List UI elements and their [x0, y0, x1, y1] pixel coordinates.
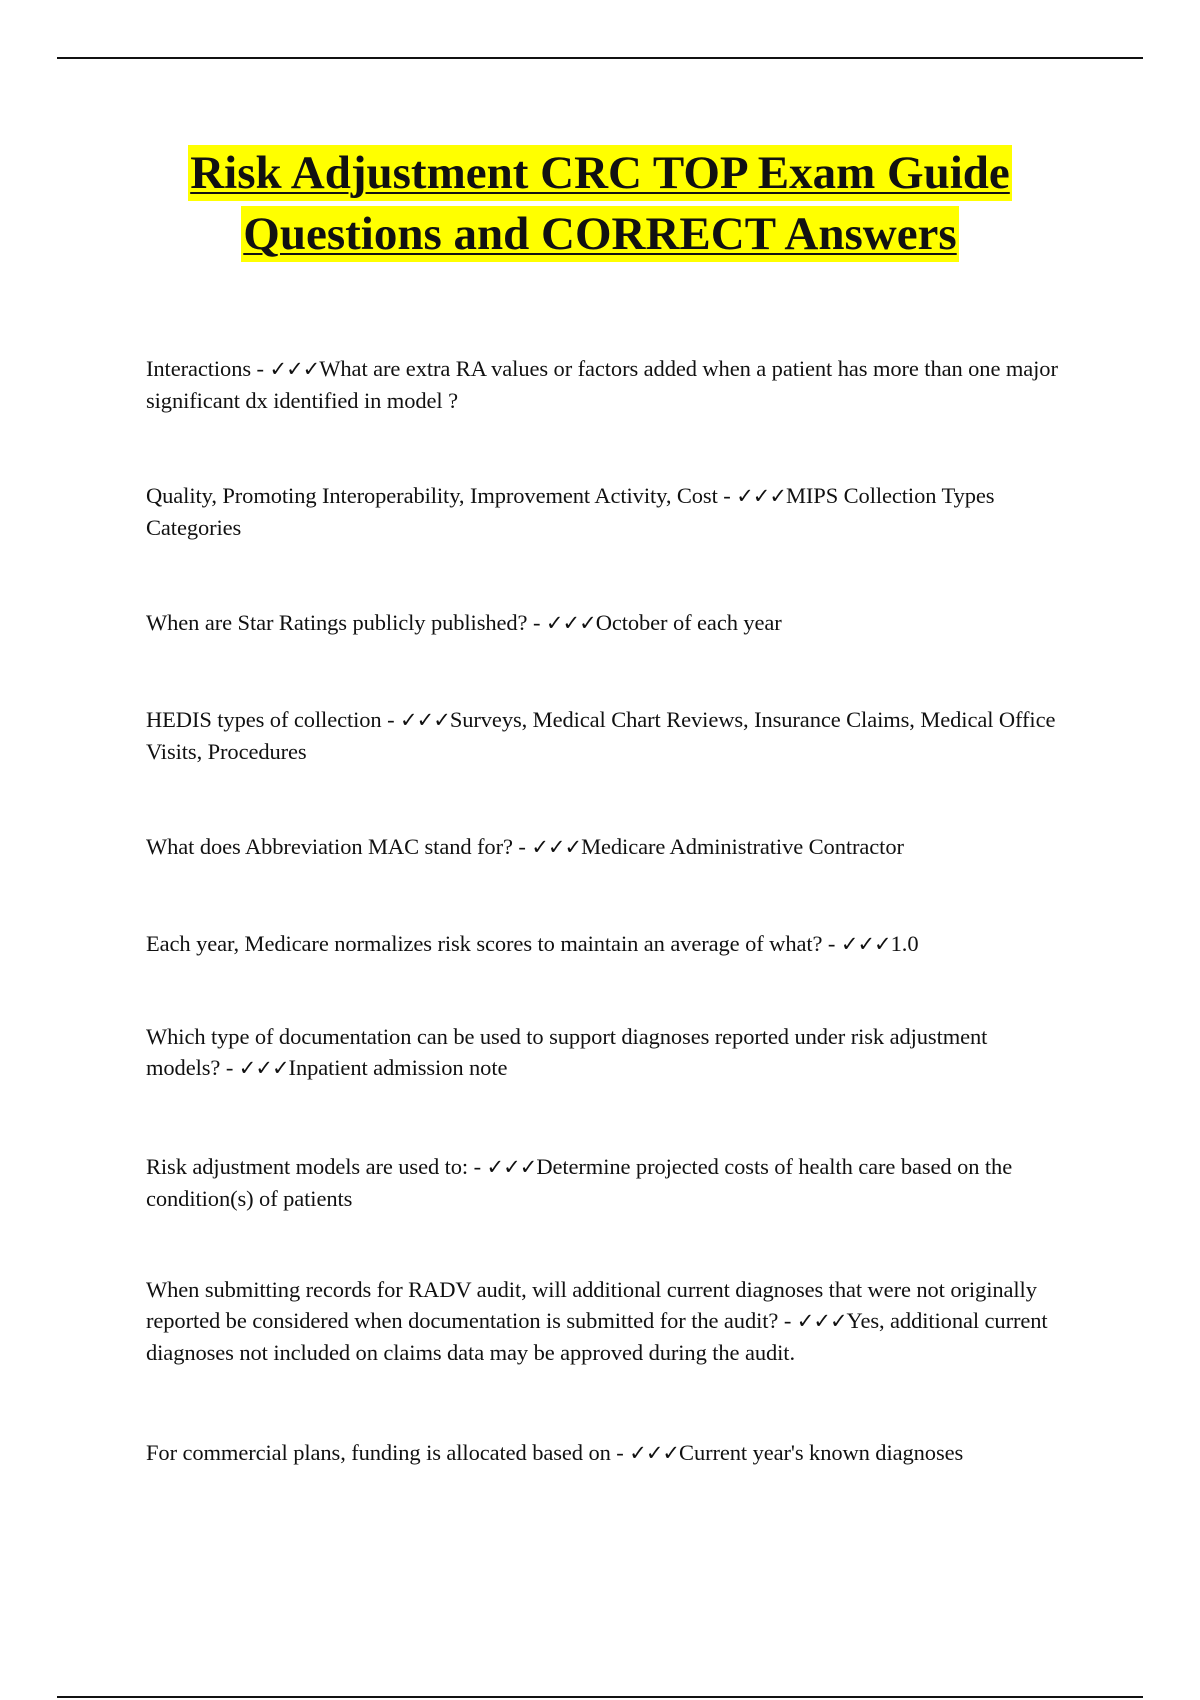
- qa-term: What does Abbreviation MAC stand for?: [146, 833, 513, 859]
- qa-separator: -: [251, 355, 270, 381]
- qa-separator: -: [822, 930, 841, 956]
- qa-term: Interactions: [146, 355, 252, 381]
- check-marks-icon: ✓✓✓: [840, 931, 891, 956]
- qa-answer: October of each year: [595, 609, 782, 635]
- qa-answer: Yes, additional current diagnoses not included on claims data may be approved during the audit.: [146, 1307, 1048, 1365]
- qa-answer: Surveys, Medical Chart Reviews, Insurance Claims, Medical Office Visits, Procedures: [146, 706, 1056, 764]
- qa-item: [146, 928, 1066, 960]
- qa-term: Risk adjustment models are used to:: [146, 1153, 469, 1179]
- qa-answer: 1.0: [890, 930, 919, 956]
- qa-answer: Medicare Administrative Contractor: [581, 833, 904, 859]
- qa-answer: Determine projected costs of health care based on the condition(s) of patients: [146, 1153, 1013, 1211]
- qa-item: [146, 607, 1066, 639]
- check-marks-icon: ✓✓✓: [400, 707, 450, 732]
- qa-term: Which type of documentation can be used to support diagnoses reported under risk adjustment models?: [146, 1023, 988, 1080]
- qa-item: [146, 1437, 1066, 1469]
- qa-item: [146, 353, 1066, 416]
- qa-term: When submitting records for RADV audit, will additional current diagnoses that were not originally reported be considered when documentation is submitted for the audit?: [146, 1276, 1037, 1333]
- check-marks-icon: ✓✓✓: [269, 356, 320, 381]
- qa-answer: What are extra RA values or factors added when a patient has more than one major significant dx identified in model ?: [146, 355, 1058, 413]
- qa-item: [146, 1021, 1066, 1084]
- qa-term: For commercial plans, funding is allocated based on: [146, 1439, 611, 1465]
- check-marks-icon: ✓✓✓: [736, 483, 786, 508]
- qa-item: [146, 1274, 1066, 1368]
- qa-item: [146, 831, 1066, 863]
- check-marks-icon: ✓✓✓: [486, 1154, 537, 1179]
- check-marks-icon: ✓✓✓: [545, 610, 596, 635]
- check-marks-icon: ✓✓✓: [796, 1308, 847, 1333]
- qa-term: HEDIS types of collection: [146, 706, 382, 732]
- qa-answer: Inpatient admission note: [288, 1054, 508, 1080]
- qa-separator: -: [527, 609, 546, 635]
- qa-separator: -: [220, 1054, 239, 1080]
- qa-separator: -: [512, 833, 532, 859]
- title-line-2: Questions and CORRECT Answers: [243, 208, 957, 260]
- qa-term: Quality, Promoting Interoperability, Improvement Activity, Cost: [146, 482, 718, 508]
- check-marks-icon: ✓✓✓: [531, 834, 582, 859]
- qa-term: When are Star Ratings publicly published?: [146, 609, 528, 635]
- qa-separator: -: [717, 482, 737, 508]
- qa-separator: -: [468, 1153, 487, 1179]
- qa-answer: MIPS Collection Types Categories: [146, 482, 995, 540]
- qa-item: [146, 704, 1066, 767]
- qa-term: Each year, Medicare normalizes risk scores to maintain an average of what?: [146, 930, 823, 956]
- document-title: [0, 145, 1200, 267]
- check-marks-icon: ✓✓✓: [238, 1055, 289, 1080]
- top-rule: [57, 57, 1143, 59]
- qa-answer: Current year's known diagnoses: [679, 1439, 964, 1465]
- qa-separator: -: [381, 706, 401, 732]
- check-marks-icon: ✓✓✓: [629, 1440, 680, 1465]
- title-line-1: Risk Adjustment CRC TOP Exam Guide: [190, 147, 1010, 199]
- qa-separator: -: [778, 1307, 797, 1333]
- bottom-rule: [57, 1696, 1143, 1698]
- qa-item: [146, 1151, 1066, 1214]
- qa-separator: -: [610, 1439, 630, 1465]
- qa-item: [146, 480, 1066, 543]
